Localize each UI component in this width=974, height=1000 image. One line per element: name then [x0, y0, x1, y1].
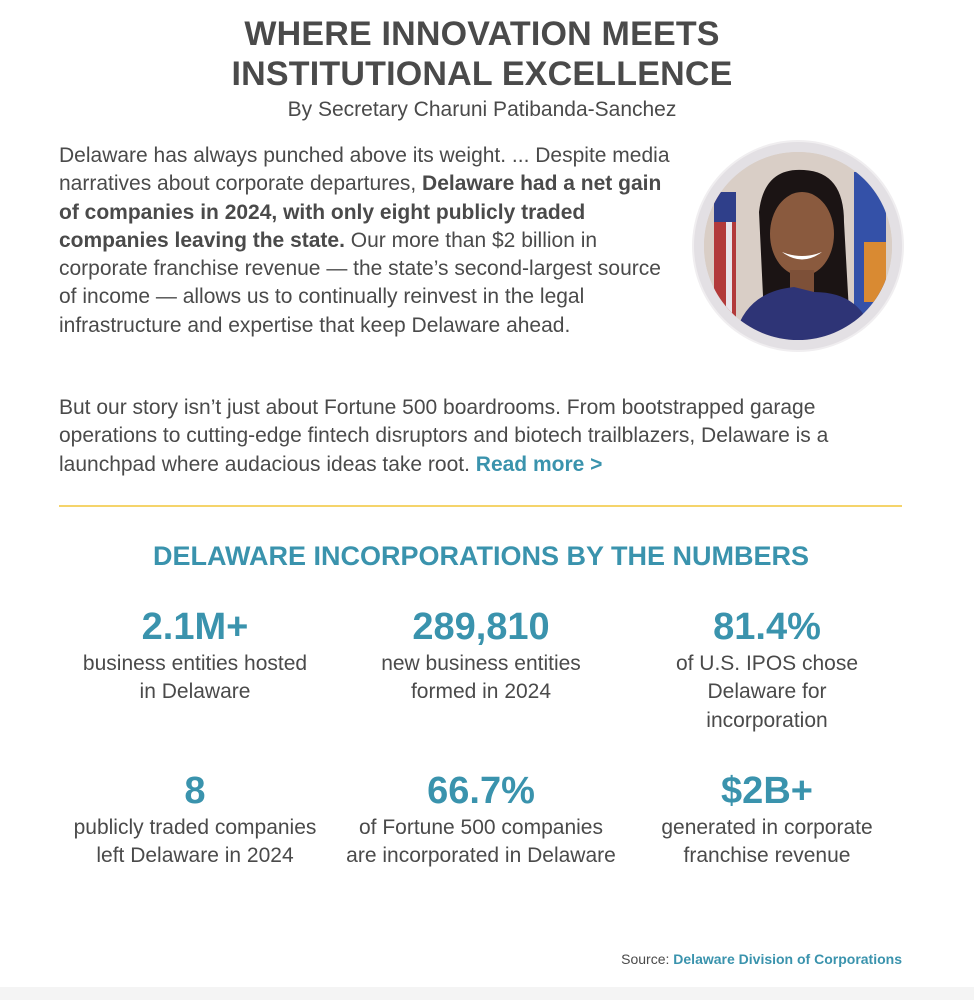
portrait-photo [704, 152, 892, 340]
stat-companies-left [50, 770, 340, 871]
intro-paragraph [59, 142, 679, 340]
stat-description: generated in corporate franchise revenue [661, 816, 873, 868]
stat-value: 66.7% [427, 770, 535, 812]
stat-description: business entities hosted in Delaware [82, 652, 308, 704]
footer-band [0, 987, 974, 1000]
stat-ipos [622, 606, 912, 735]
read-more-link[interactable]: Read more > [475, 452, 603, 476]
byline: By Secretary Charuni Patibanda-Sanchez [287, 98, 677, 121]
stat-value: 81.4% [713, 606, 821, 648]
stat-franchise-revenue [622, 770, 912, 871]
source-label: Source: [621, 951, 674, 967]
intro-text-1: Delaware has always punched above its weight. ... Despite media narratives about corporate departures, [59, 144, 670, 196]
stat-fortune-500 [336, 770, 626, 871]
source-link[interactable]: Delaware Division of Corporations [673, 951, 902, 967]
source-note [621, 950, 902, 968]
portrait-illustration [704, 152, 892, 340]
stat-entities-hosted [50, 606, 340, 707]
article-title [0, 14, 964, 94]
stat-value: 8 [184, 770, 206, 812]
story-paragraph [59, 394, 919, 479]
stat-value: 289,810 [412, 606, 550, 648]
stat-new-entities [336, 606, 626, 707]
title-line-2: INSTITUTIONAL EXCELLENCE [231, 55, 733, 93]
section-divider [59, 505, 902, 507]
story-text: But our story isn’t just about Fortune 500 boardrooms. From bootstrapped garage operations to cutting-edge fintech disruptors and biotech trailblazers, Delaware is a launchpad where audacious ideas take root. [59, 396, 829, 476]
intro-text-2: Our more than $2 billion in corporate franchise revenue — the state’s second-largest source of income — allows us to continually reinvest in the legal infrastructure and expertise that keep Delaware ahead. [59, 228, 661, 337]
stat-description: publicly traded companies left Delaware in 2024 [73, 816, 317, 868]
stat-description: of Fortune 500 companies are incorporated in Delaware [346, 816, 616, 868]
stat-value: $2B+ [721, 770, 813, 812]
intro-highlight: Delaware had a net gain of companies in 2024, with only eight publicly traded companies leaving the state. [59, 172, 662, 252]
stat-description: of U.S. IPOS chose Delaware for incorporation [675, 652, 859, 732]
numbers-heading: DELAWARE INCORPORATIONS BY THE NUMBERS [152, 541, 810, 571]
stat-value: 2.1M+ [141, 606, 249, 648]
portrait-frame [694, 142, 902, 350]
title-line-1: WHERE INNOVATION MEETS [244, 15, 720, 53]
stat-description: new business entities formed in 2024 [381, 652, 581, 704]
